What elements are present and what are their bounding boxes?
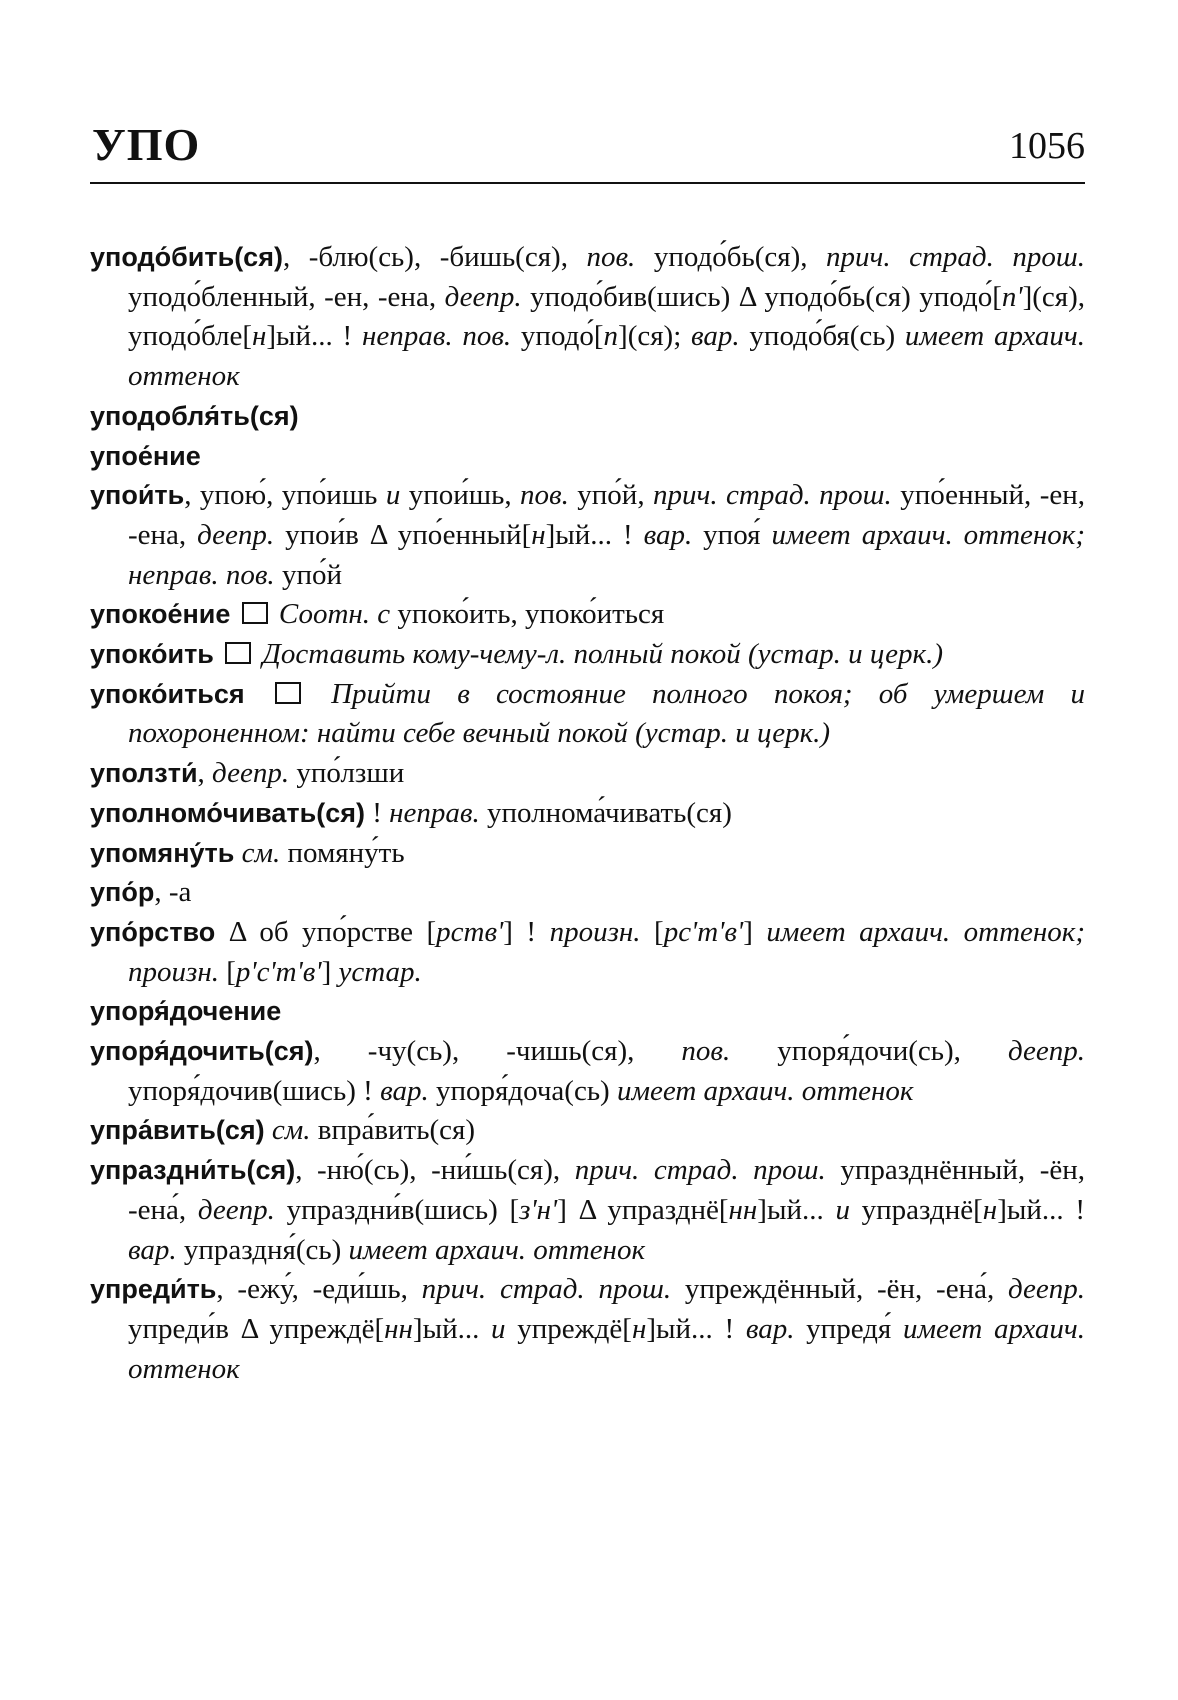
- grammar-note: произн.: [549, 915, 641, 948]
- entry-text: ]ый...: [757, 1193, 836, 1226]
- entry-text: уподо́бленный, -ен, -ена,: [128, 280, 445, 313]
- entry-text: упоя́: [692, 518, 772, 551]
- entry-text: ] Δ упразднё[: [557, 1193, 729, 1226]
- entry-text: упоко́ить, упоко́иться: [390, 598, 665, 631]
- dictionary-entry: [90, 1270, 1085, 1389]
- headword: упокое́ние: [90, 599, 231, 630]
- entry-text: , -ню́(сь), -ни́шь(ся),: [295, 1154, 575, 1187]
- dictionary-entry: [90, 595, 1085, 635]
- grammar-note: имеет архаич. оттенок: [128, 1312, 1085, 1385]
- entry-text: упо́лзши: [289, 757, 405, 790]
- grammar-note: Соотн. с: [278, 598, 391, 631]
- headword: упои́ть: [90, 480, 185, 511]
- grammar-note: рс'т'в': [663, 915, 744, 948]
- grammar-note: р'с'т'в': [235, 955, 322, 988]
- grammar-note: деепр.: [212, 757, 290, 790]
- entry-text: !: [364, 796, 390, 829]
- entry-text: упо́й,: [568, 479, 653, 512]
- grammar-note: неправ. пов.: [361, 320, 512, 353]
- entry-text: ]: [321, 955, 339, 988]
- grammar-note: неправ.: [389, 796, 480, 829]
- grammar-note: н: [982, 1193, 998, 1226]
- running-head: УПО: [92, 119, 201, 170]
- definition-box-icon: [275, 682, 301, 704]
- grammar-note: рств': [436, 915, 504, 948]
- entry-text: упоря́дочи(сь),: [730, 1035, 1008, 1068]
- headword: уподобля́ть(ся): [90, 400, 299, 431]
- grammar-note: Доставить кому-чему-л. полный покой (устар. и церк.): [262, 638, 943, 671]
- entry-text: упоря́дочив(шись) !: [128, 1074, 381, 1107]
- grammar-note: вар.: [380, 1074, 429, 1107]
- grammar-note: пов.: [681, 1035, 731, 1068]
- grammar-note: прич. страд. прош.: [421, 1273, 672, 1306]
- entry-text: помяну́ть: [280, 836, 405, 869]
- dictionary-entry: [90, 397, 1085, 437]
- headword: упо́рство: [90, 916, 216, 947]
- headword: упое́ние: [90, 440, 201, 471]
- entry-text: , -блю(сь), -бишь(ся),: [282, 241, 587, 273]
- entry-text: уподо́бив(шись) Δ уподо́бь(ся) уподо́[: [521, 280, 1002, 313]
- grammar-note: устар.: [338, 955, 422, 988]
- grammar-note: имеет архаич. оттенок: [348, 1233, 646, 1266]
- grammar-note: н: [631, 1312, 647, 1345]
- grammar-note: Прийти в состояние полного покоя; об умершем и похороненном: найти себе вечный покой (устар. и церк.): [128, 677, 1086, 750]
- headword: упомяну́ть: [90, 837, 235, 868]
- grammar-note: пов.: [586, 241, 636, 273]
- entry-text: , -ежу́, -еди́шь,: [216, 1273, 422, 1306]
- entry-text: уподо́бя(сь): [739, 320, 905, 353]
- headword: упраздни́ть(ся): [90, 1155, 296, 1186]
- page-number: 1056: [1009, 125, 1085, 167]
- dictionary-entry: [90, 992, 1085, 1032]
- entry-text: упо́енный, -ен, -ена,: [128, 479, 1085, 551]
- entry-text: ]ый... !: [266, 320, 362, 353]
- grammar-note: нн: [384, 1312, 413, 1345]
- grammar-note: вар.: [745, 1312, 795, 1345]
- entry-text: упразднё[: [849, 1193, 983, 1226]
- entry-text: упредя́: [794, 1312, 903, 1345]
- dictionary-entry: [90, 476, 1085, 595]
- grammar-note: см.: [241, 836, 281, 869]
- dictionary-entry: [90, 873, 1085, 913]
- grammar-note: и: [491, 1312, 506, 1345]
- entry-text: упраздни́в(шись) [: [274, 1193, 520, 1226]
- grammar-note: п': [1001, 280, 1023, 313]
- dictionary-entry: [90, 834, 1085, 874]
- entry-text: упои́шь,: [400, 479, 521, 512]
- dictionary-entry: [90, 754, 1085, 794]
- entry-list: [90, 238, 1085, 1389]
- definition-box-icon: [225, 642, 251, 664]
- grammar-note: деепр.: [1007, 1273, 1085, 1306]
- entry-text: ](ся), уподо́бле[: [128, 280, 1085, 353]
- grammar-note: и: [385, 479, 401, 512]
- entry-text: упреждённый, -ён, -ена́,: [671, 1273, 1008, 1306]
- grammar-note: з'н': [519, 1193, 558, 1226]
- entry-text: упраздня́(сь): [176, 1233, 349, 1266]
- grammar-note: деепр.: [1007, 1035, 1085, 1068]
- entry-text: ]ый...: [412, 1312, 492, 1345]
- entry-text: упреди́в Δ упреждё[: [128, 1312, 385, 1345]
- headword: упоря́дочение: [90, 996, 282, 1027]
- grammar-note: вар.: [643, 518, 693, 551]
- entry-text: , -а: [154, 876, 192, 909]
- dictionary-entry: [90, 913, 1085, 992]
- dictionary-entry: [90, 794, 1085, 834]
- grammar-note: прич. страд. прош.: [653, 479, 892, 512]
- entry-text: ]ый... !: [997, 1193, 1085, 1226]
- dictionary-entry: [90, 437, 1085, 477]
- entry-text: ,: [197, 757, 213, 790]
- dictionary-entry: [90, 1151, 1085, 1270]
- entry-text: ]ый... !: [545, 518, 644, 551]
- dictionary-entry: [90, 238, 1085, 397]
- entry-text: упои́в Δ упо́енный[: [274, 518, 532, 551]
- grammar-note: вар.: [128, 1233, 177, 1266]
- grammar-note: пов.: [520, 479, 569, 512]
- headword: уподо́бить(ся): [90, 242, 283, 272]
- entry-text: впра́вить(ся): [310, 1114, 475, 1147]
- grammar-note: имеет архаич. оттенок; произн.: [128, 915, 1086, 988]
- grammar-note: прич. страд. прош.: [826, 241, 1085, 273]
- grammar-note: н: [531, 518, 546, 551]
- dictionary-entry: [90, 675, 1085, 754]
- entry-text: [: [218, 955, 236, 988]
- entry-text: , -чу(сь), -чишь(ся),: [313, 1035, 682, 1068]
- entry-text: [234, 837, 241, 869]
- entry-text: , упою́, упо́ишь: [184, 479, 386, 512]
- grammar-note: имеет архаич. оттенок; неправ. пов.: [128, 518, 1086, 591]
- dictionary-entry: [90, 1111, 1085, 1151]
- headword: упо́р: [90, 877, 155, 908]
- header-rule: [90, 182, 1085, 184]
- grammar-note: деепр.: [444, 280, 522, 313]
- headword: упоко́ить: [90, 639, 214, 670]
- entry-text: упо́й: [274, 558, 342, 591]
- entry-text: Δ об упо́рстве [: [215, 915, 437, 948]
- entry-text: ](ся);: [618, 320, 692, 353]
- entry-text: уподо́бь(ся),: [635, 241, 827, 273]
- grammar-note: н: [251, 320, 267, 353]
- entry-text: уполнома́чивать(ся): [479, 796, 732, 829]
- entry-text: упразднённый, -ён, -ена́,: [128, 1154, 1086, 1226]
- entry-text: упреждё[: [505, 1312, 632, 1345]
- entry-text: упоря́доча(сь): [428, 1074, 617, 1107]
- entry-text: [: [640, 915, 664, 948]
- grammar-note: деепр.: [197, 518, 275, 551]
- grammar-note: см.: [271, 1114, 311, 1147]
- headword: упоко́иться: [90, 678, 245, 709]
- headword: упра́вить(ся): [90, 1115, 265, 1146]
- page-header: [90, 118, 1085, 178]
- headword: уполномо́чивать(ся): [90, 797, 365, 828]
- grammar-note: имеет архаич. оттенок: [616, 1074, 914, 1107]
- grammar-note: нн: [728, 1193, 758, 1226]
- headword: упоря́дочить(ся): [90, 1036, 314, 1067]
- grammar-note: и: [835, 1193, 850, 1226]
- grammar-note: п: [603, 320, 619, 353]
- headword: уползти́: [90, 758, 198, 789]
- grammar-note: имеет архаич. оттенок: [128, 320, 1085, 393]
- dictionary-entry: [90, 635, 1085, 675]
- grammar-note: вар.: [691, 320, 740, 353]
- grammar-note: прич. страд. прош.: [574, 1154, 826, 1187]
- entry-text: уподо́[: [511, 320, 604, 353]
- entry-text: ] !: [503, 915, 550, 948]
- entry-text: [265, 1114, 272, 1146]
- entry-text: ]ый... !: [646, 1312, 746, 1345]
- definition-box-icon: [242, 602, 268, 624]
- entry-text: ]: [743, 915, 767, 948]
- dictionary-entry: [90, 1032, 1085, 1111]
- grammar-note: деепр.: [197, 1193, 275, 1226]
- headword: упреди́ть: [90, 1274, 217, 1305]
